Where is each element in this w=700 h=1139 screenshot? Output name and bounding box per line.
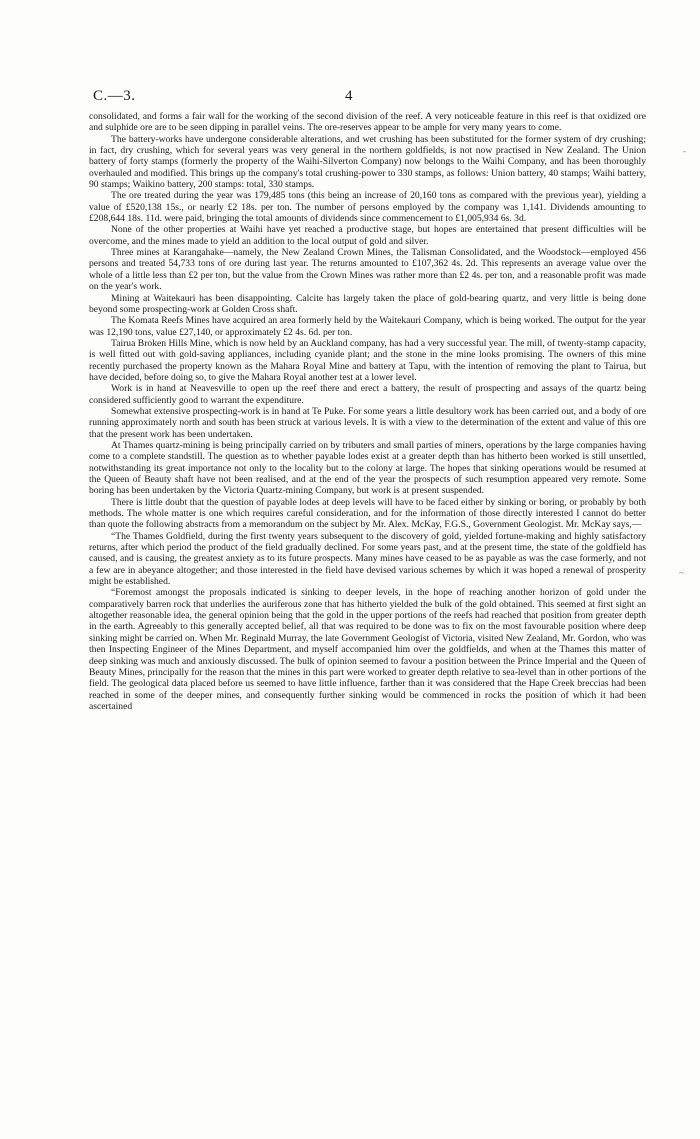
paragraph: Three mines at Karangahake—namely, the New Zealand Crown Mines, the Talisman Consolidated, and the Woodstock—employed 456 persons and treated 54,733 tons of ore during last year. The returns amounted to £107,362 4s. 2d. This represents an average value over the whole of a little less than £2 per ton, but the value from the Crown Mines was rather more than £2 4s. per ton, and a reasonable profit was made on the year's work.: [89, 247, 646, 293]
paragraph: “Foremost amongst the proposals indicated is sinking to deeper levels, in the hope of reaching another horizon of gold under the comparatively barren rock that underlies the auriferous zone that has hitherto yielded the bulk of the gold obtained. This seemed at first sight an altogether reasonable idea, the general opinion being that the gold in the upper portions of the reefs had reached that position from greater depth in the earth. Agreeably to this generally accepted belief, all that was required to be done was to fix on the most favourable position where deep sinking might be carried on. When Mr. Reginald Murray, the late Government Geologist of Victoria, visited New Zealand, Mr. Gordon, who was then Inspecting Engineer of the Mines Department, and myself accompanied him over the goldfields, and when at the Thames this matter of deep sinking was much and anxiously discussed. The bulk of opinion seemed to favour a position between the Prince Imperial and the Queen of Beauty Mines, principally for the reason that the mines in this part were worked to greater depth relative to sea-level than in other portions of the field. The geological data placed before us seemed to have little influence, farther than it was considered that the Hape Creek breccias had been reached in some of the deeper mines, and consequently further sinking would be commenced in rocks the position of which it had been ascertained: [89, 587, 646, 712]
paragraph: At Thames quartz-mining is being principally carried on by tributers and small parties of miners, operations by the large companies having come to a complete standstill. The question as to whether payable lodes exist at a greater depth than has hitherto been worked is still unsettled, notwithstanding its great importance not only to the locality but to the colony at large. The hopes that sinking operations would be resumed at the Queen of Beauty shaft have not been realised, and at the end of the year the prospects of such resumption appeared very remote. Some boring has been undertaken by the Victoria Quartz-mining Company, but work is at present suspended.: [89, 439, 646, 497]
page-number: 4: [345, 88, 353, 104]
paragraph: Somewhat extensive prospecting-work is in hand at Te Puke. For some years a little desultory work has been carried out, and a body of ore running approximately north and south has been struck at various levels. It is with a view to the determination of the extent and value of this ore that the present work has been undertaken.: [89, 405, 646, 440]
paragraph: Tairua Broken Hills Mine, which is now held by an Auckland company, has had a very successful year. The mill, of twenty-stamp capacity, is well fitted out with gold-saving appliances, including cyanide plant; and the stone in the mine looks promising. The owners of this mine recently purchased the property known as the Mahara Royal Mine and battery at Tapu, with the intention of removing the plant to Tairua, but have decided, before doing so, to give the Mahara Royal another test at a lower level.: [89, 337, 646, 383]
body-text: [89, 111, 646, 712]
paragraph: “The Thames Goldfield, during the first twenty years subsequent to the discovery of gold, yielded fortune-making and highly satisfactory returns, after which period the product of the field gradually declined. For some years past, and at the present time, the state of the goldfield has caused, and is causing, the greatest anxiety as to its future prospects. Many mines have ceased to be as payable as was the case formerly, and not a few are in abeyance altogether; and those interested in the field have devised various schemes by which it was hoped a renewal of prosperity might be established.: [89, 530, 646, 588]
paragraph: Mining at Waitekauri has been disappointing. Calcite has largely taken the place of gold-bearing quartz, and very little is being done beyond some prospecting-work at Golden Cross shaft.: [89, 292, 646, 315]
paragraph: There is little doubt that the question of payable lodes at deep levels will have to be faced either by sinking or boring, or probably by both methods. The whole matter is one which requires careful consideration, and for the information of those directly interested I cannot do better than quote the following abstracts from a memorandum on the subject by Mr. Alex. McKay, F.G.S., Government Geologist. Mr. McKay says,—: [89, 496, 646, 531]
margin-mark: ~: [679, 568, 684, 578]
paragraph: None of the other properties at Waihi have yet reached a productive stage, but hopes are entertained that present difficulties will be overcome, and the mines made to yield an addition to the local output of gold and silver.: [89, 224, 646, 247]
paragraph: consolidated, and forms a fair wall for the working of the second division of the reef. A very noticeable feature in this reef is that oxidized ore and sulphide ore are to be seen dipping in parallel veins. The ore-reserves appear to be ample for very many years to come.: [89, 111, 646, 134]
paragraph: The Komata Reefs Mines have acquired an area formerly held by the Waitekauri Company, which is being worked. The output for the year was 12,190 tons, value £27,140, or approximately £2 4s. 6d. per ton.: [89, 315, 646, 338]
paragraph: Work is in hand at Neavesville to open up the reef there and erect a battery, the result of prospecting and assays of the quartz being considered sufficiently good to warrant the expenditure.: [89, 383, 646, 406]
margin-mark: -: [683, 146, 686, 156]
paragraph: The ore treated during the year was 179,485 tons (this being an increase of 20,160 tons as compared with the previous year), yielding a value of £520,138 15s., or nearly £2 18s. per ton. The number of persons employed by the company was 1,141. Dividends amounting to £208,644 18s. 11d. were paid, bringing the total amounts of dividends since commencement to £1,005,934 6s. 3d.: [89, 190, 646, 225]
page-header: [93, 88, 649, 106]
document-reference: C.—3.: [93, 88, 136, 104]
paragraph: The battery-works have undergone considerable alterations, and wet crushing has been substituted for the former system of dry crushing; in fact, dry crushing, which for several years was very general in the northern goldfields, is not now practised in New Zealand. The Union battery of forty stamps (formerly the property of the Waihi-Silverton Company) now belongs to the Waihi Company, and has been thoroughly overhauled and modified. This brings up the company's total crushing-power to 330 stamps, as follows: Union battery, 40 stamps; Waihi battery, 90 stamps; Waikino battery, 200 stamps: total, 330 stamps.: [89, 133, 646, 191]
